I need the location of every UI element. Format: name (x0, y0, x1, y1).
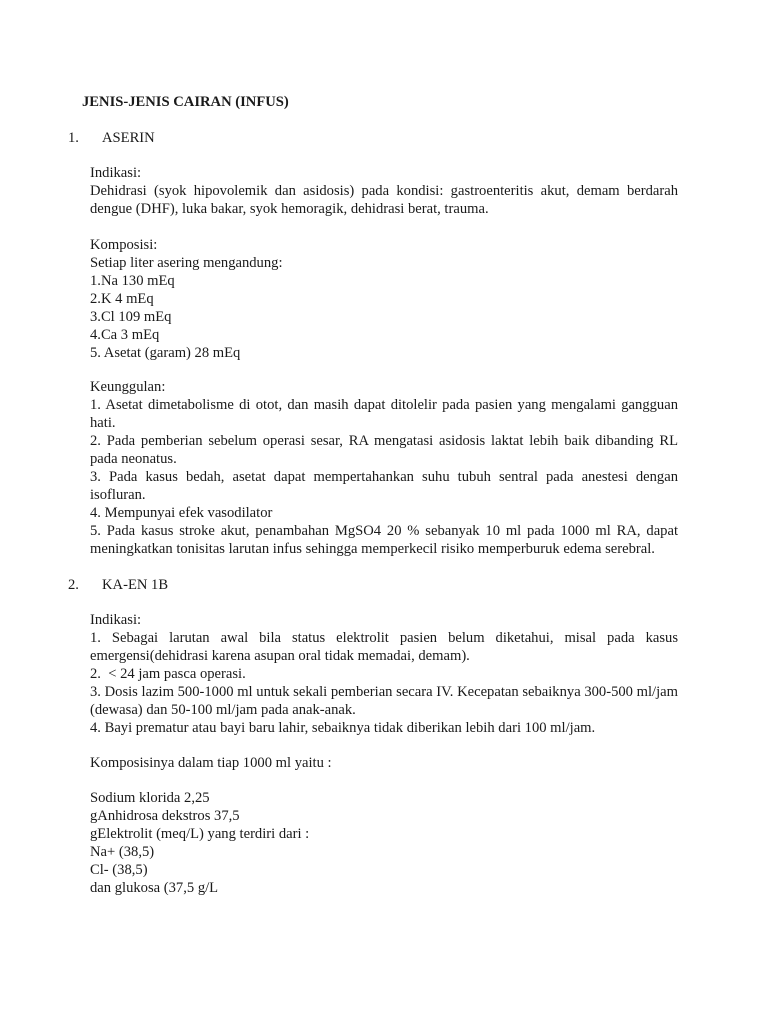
komposisi-item: Na+ (38,5) (90, 844, 155, 860)
document-title: JENIS-JENIS CAIRAN (INFUS) (82, 94, 289, 110)
indikasi-item: 2. < 24 jam pasca operasi. (90, 666, 246, 682)
section-1-indikasi (90, 164, 678, 218)
section-1-heading (68, 130, 155, 147)
section-1-keunggulan (90, 378, 678, 558)
komposisi-item: Cl- (38,5) (90, 862, 148, 878)
indikasi-item: 1. Sebagai larutan awal bila status elektrolit pasien belum diketahui, misal pada kasus emergensi(dehidrasi karena asupan oral tidak memadai, demam). (90, 630, 678, 664)
komposisi-label: Komposisi: (90, 237, 158, 253)
section-2-komposisi (90, 789, 678, 897)
section-2-indikasi (90, 611, 678, 737)
indikasi-text: Dehidrasi (syok hipovolemik dan asidosis) pada kondisi: gastroenteritis akut, demam berdarah dengue (DHF), luka bakar, syok hemoragik, dehidrasi berat, trauma. (90, 183, 678, 217)
keunggulan-item: 1. Asetat dimetabolisme di otot, dan masih dapat ditolelir pada pasien yang mengalami gangguan hati. (90, 397, 678, 431)
komposisi-item: 4.Ca 3 mEq (90, 327, 160, 343)
indikasi-label: Indikasi: (90, 612, 142, 628)
section-1-komposisi (90, 236, 678, 362)
keunggulan-item: 4. Mempunyai efek vasodilator (90, 505, 273, 521)
keunggulan-label: Keunggulan: (90, 379, 166, 395)
section-2-name: KA-EN 1B (102, 577, 169, 593)
komposisi-item: gElektrolit (meq/L) yang terdiri dari : (90, 826, 310, 842)
komposisi-text: Komposisinya dalam tiap 1000 ml yaitu : (90, 755, 332, 771)
section-2-heading (68, 577, 168, 594)
keunggulan-item: 2. Pada pemberian sebelum operasi sesar, RA mengatasi asidosis laktat lebih baik dibanding RL pada neonatus. (90, 433, 678, 467)
section-2-komposisi-intro (90, 754, 678, 772)
komposisi-item: dan glukosa (37,5 g/L (90, 880, 219, 896)
section-1-name: ASERIN (102, 130, 155, 146)
komposisi-item: 2.K 4 mEq (90, 291, 154, 307)
keunggulan-item: 5. Pada kasus stroke akut, penambahan MgSO4 20 % sebanyak 10 ml pada 1000 ml RA, dapat meningkatkan tonisitas larutan infus sehingga memperkecil risiko memperburuk edema serebral. (90, 523, 678, 557)
indikasi-item: 4. Bayi prematur atau bayi baru lahir, sebaiknya tidak diberikan lebih dari 100 ml/jam. (90, 720, 596, 736)
indikasi-item: 3. Dosis lazim 500-1000 ml untuk sekali pemberian secara IV. Kecepatan sebaiknya 300-500 ml/jam (dewasa) dan 50-100 ml/jam pada anak-anak. (90, 684, 678, 718)
section-1-number: 1. (68, 130, 79, 146)
section-2-number: 2. (68, 577, 79, 593)
komposisi-item: 3.Cl 109 mEq (90, 309, 172, 325)
komposisi-item: Sodium klorida 2,25 (90, 790, 210, 806)
komposisi-item: gAnhidrosa dekstros 37,5 (90, 808, 240, 824)
komposisi-intro: Setiap liter asering mengandung: (90, 255, 283, 271)
komposisi-item: 1.Na 130 mEq (90, 273, 175, 289)
indikasi-label: Indikasi: (90, 165, 142, 181)
keunggulan-item: 3. Pada kasus bedah, asetat dapat mempertahankan suhu tubuh sentral pada anestesi dengan isofluran. (90, 469, 678, 503)
komposisi-item: 5. Asetat (garam) 28 mEq (90, 345, 241, 361)
